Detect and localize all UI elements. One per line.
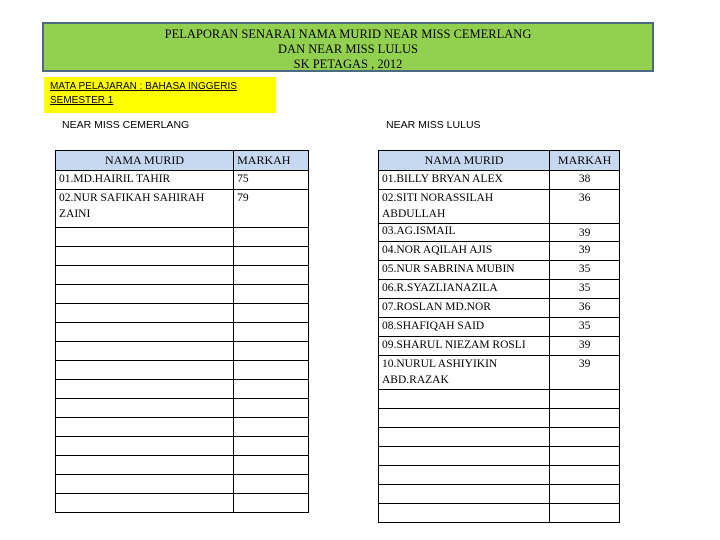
empty-row	[56, 285, 309, 304]
student-mark: 39	[550, 356, 620, 390]
empty-row	[379, 409, 620, 428]
table-row	[379, 356, 620, 390]
empty-row	[379, 485, 620, 504]
student-name: 01.MD.HAIRIL TAHIR	[56, 171, 234, 190]
student-mark: 75	[234, 171, 309, 190]
student-name: 09.SHARUL NIEZAM ROSLI	[379, 337, 550, 356]
col-header-mark: MARKAH	[234, 151, 309, 171]
empty-row	[379, 447, 620, 466]
student-mark: 36	[550, 190, 620, 224]
student-mark: 79	[234, 190, 309, 228]
empty-row	[56, 418, 309, 437]
semester-label: SEMESTER 1	[50, 95, 114, 106]
empty-row	[56, 342, 309, 361]
table-near-miss-cemerlang	[55, 150, 309, 513]
table-row	[379, 171, 620, 190]
empty-row	[56, 323, 309, 342]
student-name: 06.R.SYAZLIANAZILA	[379, 280, 550, 299]
table-near-miss-lulus	[378, 150, 620, 523]
empty-row	[56, 475, 309, 494]
student-mark: 35	[550, 280, 620, 299]
table-row	[56, 190, 309, 228]
title-line-2: DAN NEAR MISS LULUS	[278, 42, 418, 56]
table-row	[379, 261, 620, 280]
heading-near-miss-cemerlang: NEAR MISS CEMERLANG	[62, 119, 190, 131]
student-mark: 39	[550, 337, 620, 356]
student-mark: 35	[550, 261, 620, 280]
student-name: 07.ROSLAN MD.NOR	[379, 299, 550, 318]
empty-row	[56, 228, 309, 247]
student-name: 05.NUR SABRINA MUBIN	[379, 261, 550, 280]
empty-row	[379, 390, 620, 409]
table-row	[379, 190, 620, 224]
student-mark: 39	[550, 224, 620, 242]
student-name: 10.NURUL ASHIYIKIN ABD.RAZAK	[379, 356, 550, 390]
table-row	[379, 299, 620, 318]
subject-label: MATA PELAJARAN : BAHASA INGGERIS	[50, 81, 237, 92]
student-name: 01.BILLY BRYAN ALEX	[379, 171, 550, 190]
title-line-1: PELAPORAN SENARAI NAMA MURID NEAR MISS CEMERLANG	[164, 27, 532, 41]
empty-row	[56, 399, 309, 418]
table-row	[379, 318, 620, 337]
table-row	[379, 280, 620, 299]
empty-row	[56, 494, 309, 513]
col-header-name: NAMA MURID	[379, 151, 550, 171]
report-title-box	[42, 22, 654, 72]
empty-row	[56, 361, 309, 380]
student-name: 02.NUR SAFIKAH SAHIRAH ZAINI	[56, 190, 234, 228]
empty-row	[56, 266, 309, 285]
empty-row	[56, 380, 309, 399]
student-name: 04.NOR AQILAH AJIS	[379, 242, 550, 261]
student-name: 02.SITI NORASSILAH ABDULLAH	[379, 190, 550, 224]
heading-near-miss-lulus: NEAR MISS LULUS	[386, 119, 481, 131]
student-mark: 38	[550, 171, 620, 190]
table-row	[379, 224, 620, 242]
student-name: 08.SHAFIQAH SAID	[379, 318, 550, 337]
empty-row	[56, 456, 309, 475]
empty-row	[56, 247, 309, 266]
title-line-3: SK PETAGAS , 2012	[293, 57, 403, 71]
table-row	[56, 171, 309, 190]
col-header-name: NAMA MURID	[56, 151, 234, 171]
student-mark: 39	[550, 242, 620, 261]
empty-row	[379, 504, 620, 523]
empty-row	[56, 437, 309, 456]
subject-box	[44, 77, 276, 113]
table-row	[379, 242, 620, 261]
table-row	[379, 337, 620, 356]
student-name: 03.AG.ISMAIL	[379, 224, 550, 242]
student-mark: 35	[550, 318, 620, 337]
table-header-row	[379, 151, 620, 171]
empty-row	[379, 466, 620, 485]
student-mark: 36	[550, 299, 620, 318]
empty-row	[379, 428, 620, 447]
col-header-mark: MARKAH	[550, 151, 620, 171]
table-header-row	[56, 151, 309, 171]
empty-row	[56, 304, 309, 323]
